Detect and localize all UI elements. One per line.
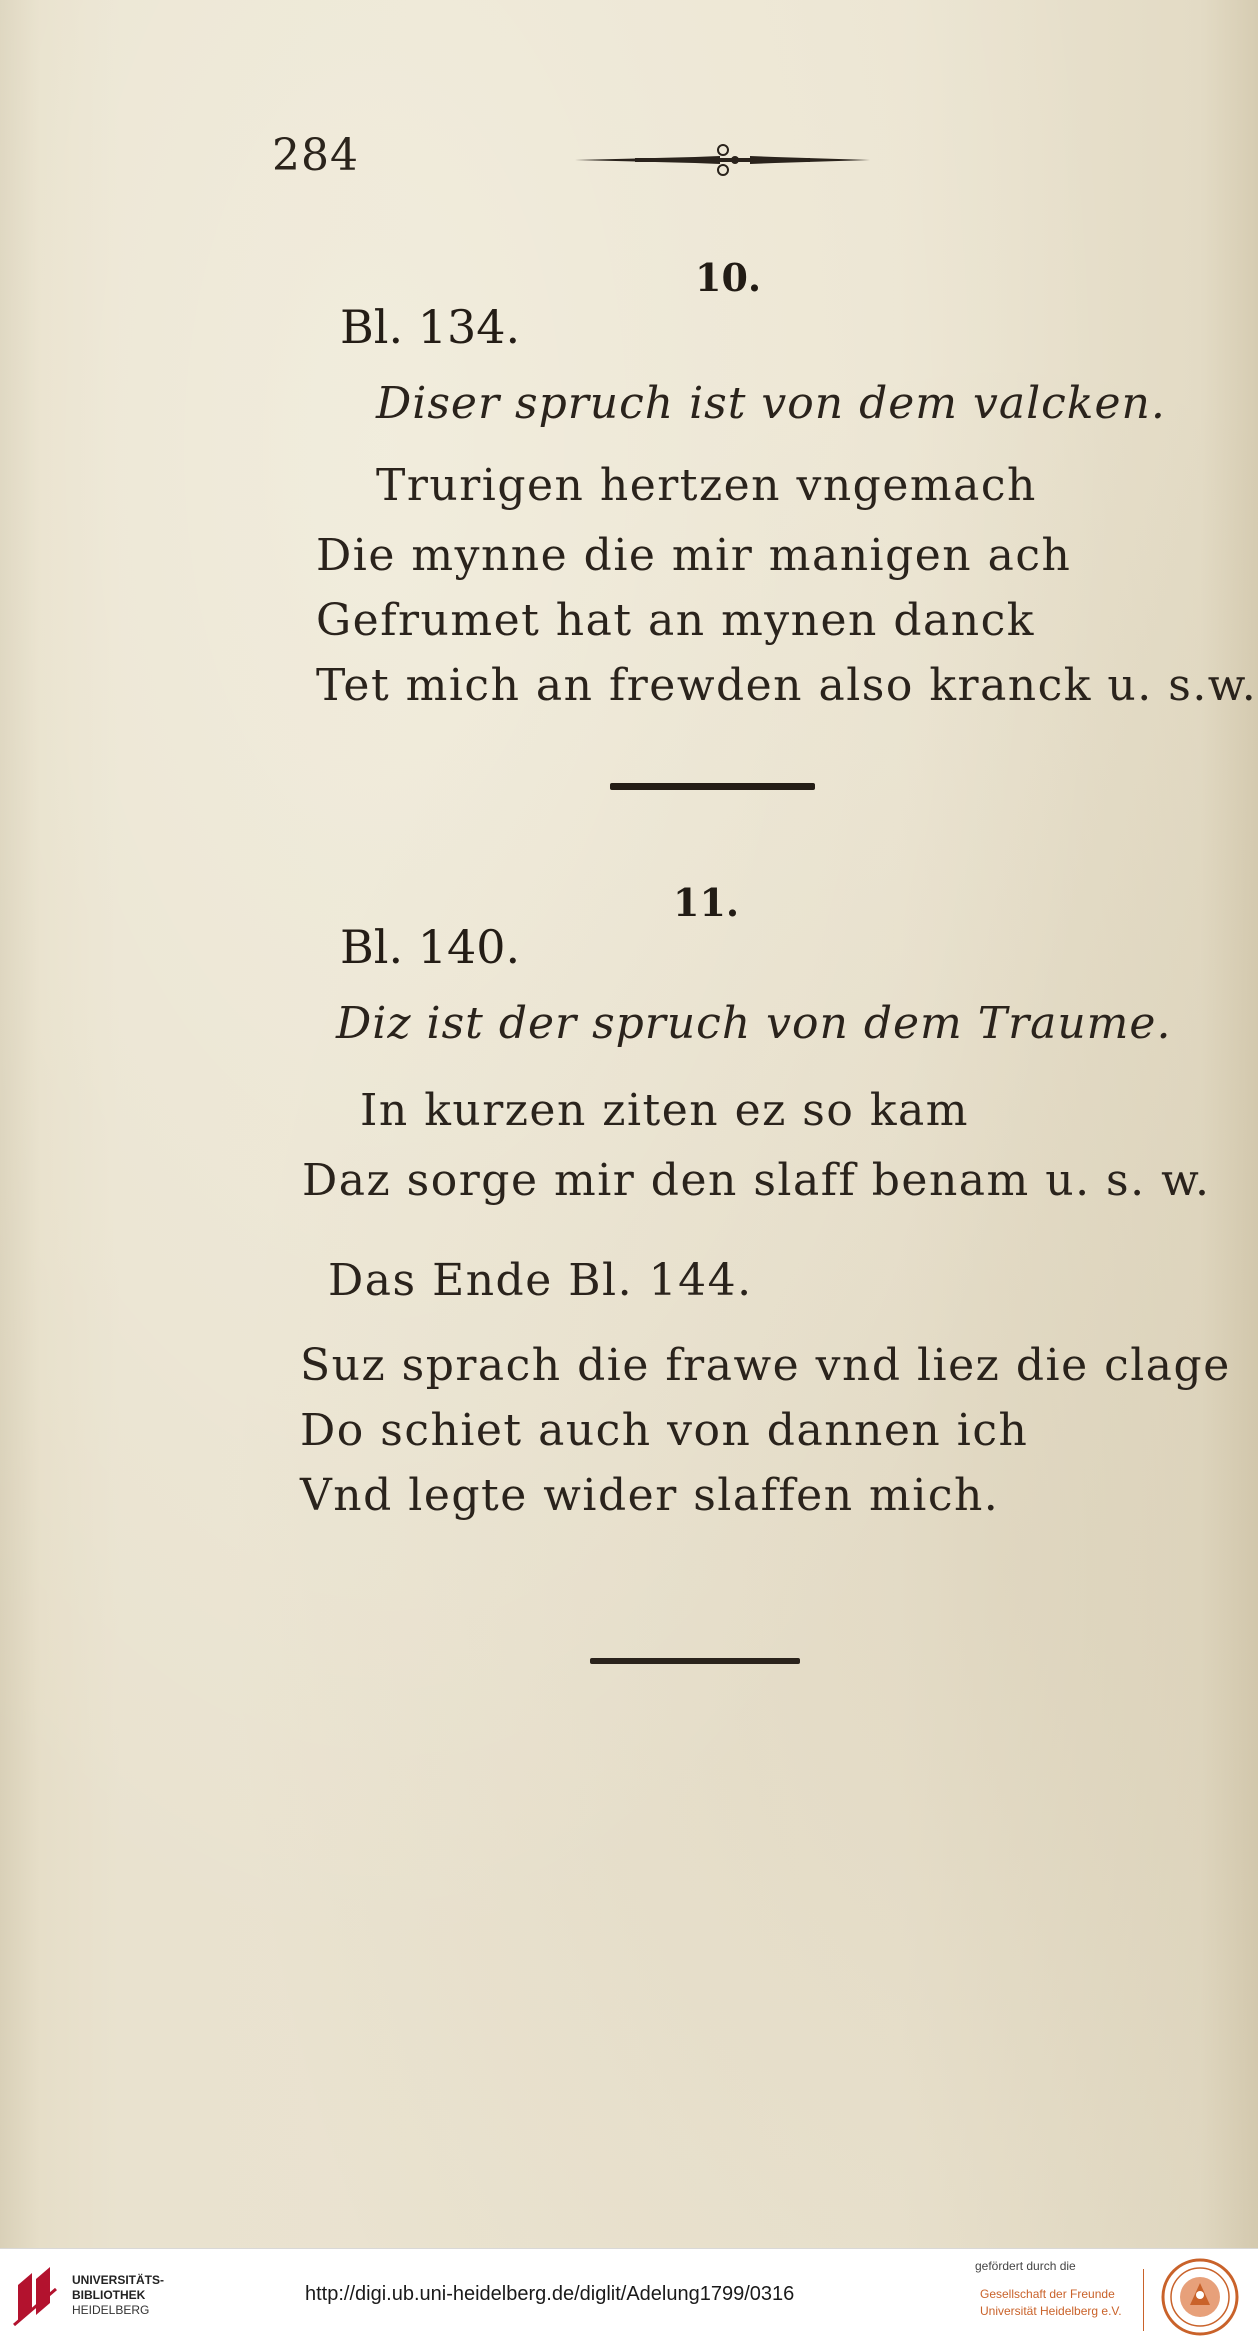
library-name[interactable]: UNIVERSITÄTS- BIBLIOTHEK HEIDELBERG [72, 2273, 165, 2317]
library-logo-icon[interactable] [12, 2265, 62, 2327]
section-title: Diser spruch ist von dem valcken. [376, 378, 1166, 429]
ending-label: Das Ende Bl. 144. [328, 1255, 753, 1306]
page-number: 284 [272, 130, 359, 181]
funded-by-label: gefördert durch die [975, 2259, 1076, 2273]
verse-line: Tet mich an frewden also kranck u. s.w. [316, 660, 1258, 711]
society-name[interactable]: Gesellschaft der Freunde Universität Heidelberg e.V. [980, 2287, 1122, 2318]
leaf-reference: Bl. 134. [340, 300, 521, 354]
closing-divider [590, 1658, 800, 1664]
section-title: Diz ist der spruch von dem Traume. [336, 998, 1172, 1049]
permalink-url[interactable]: http://digi.ub.uni-heidelberg.de/diglit/Adelung1799/0316 [305, 2283, 795, 2305]
verse-line: Die mynne die mir manigen ach [316, 530, 1072, 581]
leaf-reference: Bl. 140. [340, 920, 521, 974]
viewer-footer [0, 2248, 1258, 2339]
ornamental-header-rule [575, 140, 870, 180]
verse-line: In kurzen ziten ez so kam [360, 1085, 969, 1136]
section-divider [610, 783, 815, 790]
verse-line: Vnd legte wider slaffen mich. [300, 1470, 1000, 1521]
verse-line: Suz sprach die frawe vnd liez die clage [300, 1340, 1231, 1391]
verse-line: Daz sorge mir den slaff benam u. s. w. [302, 1155, 1211, 1206]
footer-divider [1143, 2269, 1144, 2331]
university-seal-icon [1160, 2257, 1240, 2337]
section-number-11: 11. [673, 880, 740, 925]
verse-line: Trurigen hertzen vngemach [376, 460, 1037, 511]
section-number-10: 10. [695, 255, 762, 300]
verse-line: Do schiet auch von dannen ich [300, 1405, 1029, 1456]
verse-line: Gefrumet hat an mynen danck [316, 595, 1035, 646]
